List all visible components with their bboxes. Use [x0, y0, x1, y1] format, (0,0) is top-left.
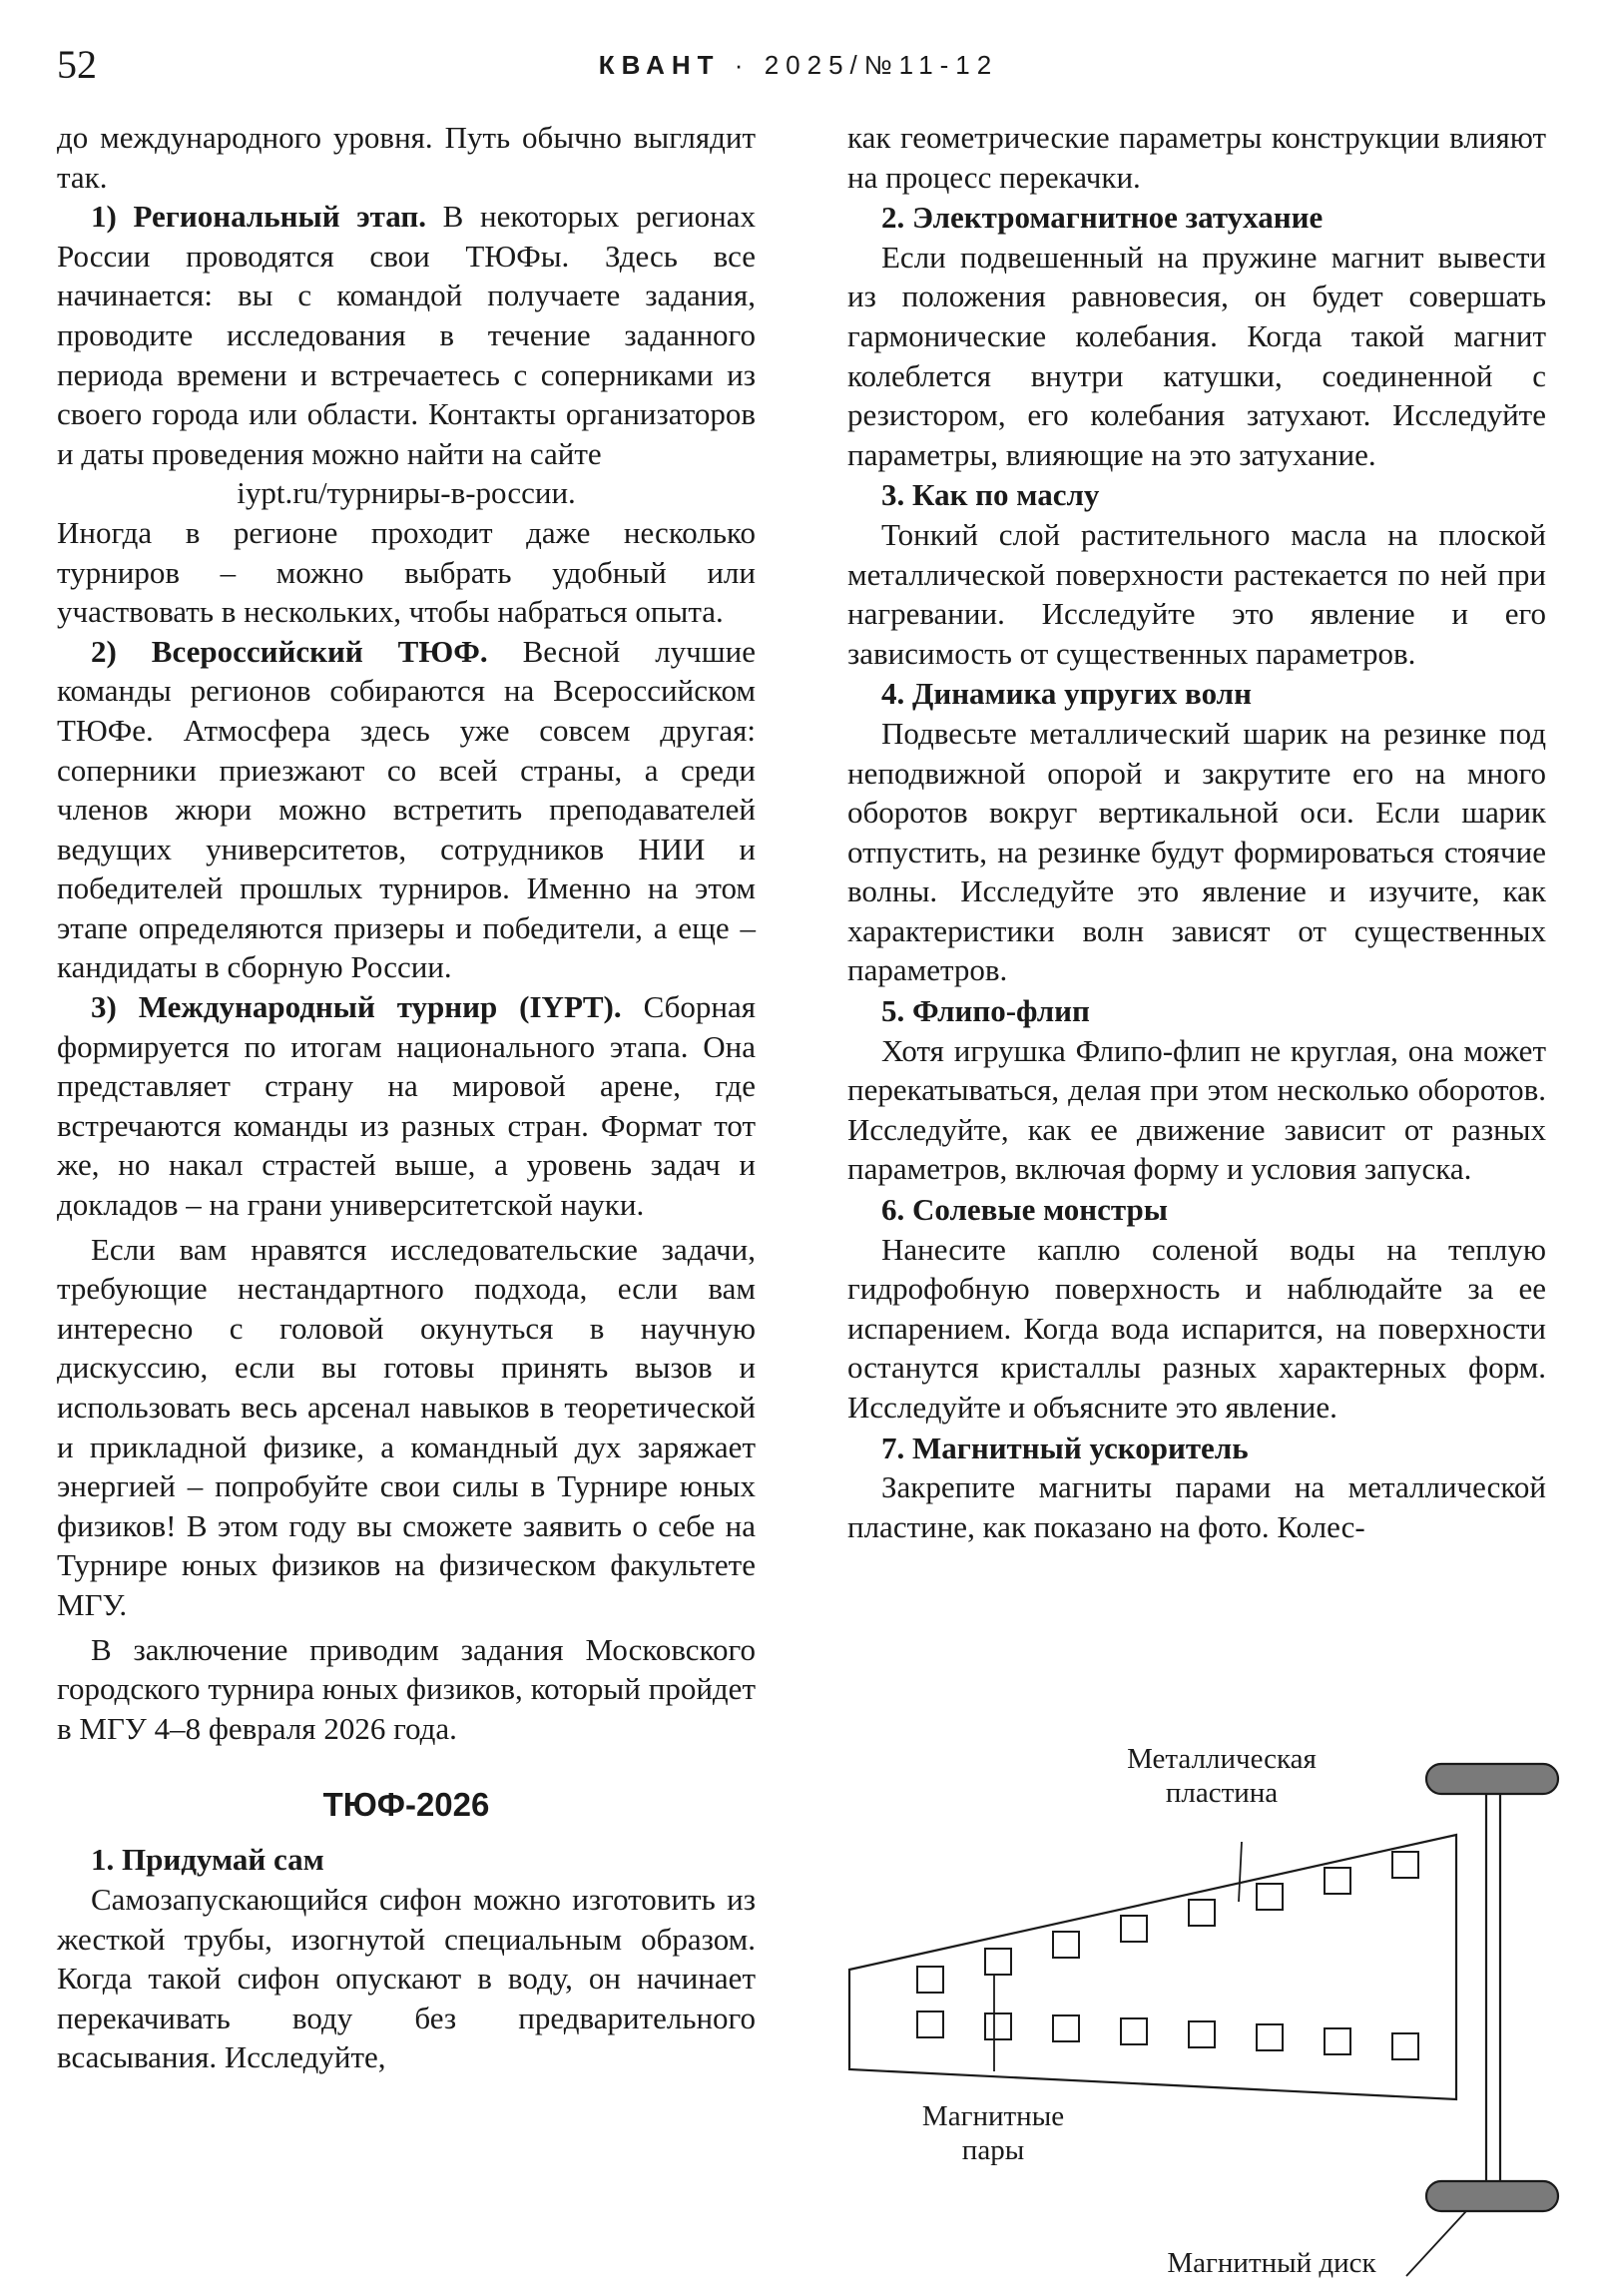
paragraph-after-url: Иногда в регионе проходит даже несколько турниров – можно выбрать удобный или участвовать в нескольких, чтобы набраться опыта.	[57, 514, 756, 630]
site-url: iypt.ru/турниры-в-россии.	[237, 475, 576, 511]
header-separator: ·	[734, 50, 751, 80]
paragraph-stage2	[57, 632, 756, 987]
stage2-title: 2) Всероссийский ТЮФ.	[91, 633, 488, 669]
paragraph-intro: до международного уровня. Путь обычно выглядит так.	[57, 120, 756, 195]
leader-disk	[1406, 2211, 1466, 2276]
magnetic-accelerator-figure	[847, 1742, 1566, 2286]
problem-text: Подвесьте металлический шарик на резинке под неподвижной опорой и закрутите его на много оборотов вокруг вертикальной оси. Если шарик отпустить, на резинке будут формироваться стоячие волны. Исследуйте это явление и изучите, как характеристики волн зависят от существенных параметров.	[847, 715, 1546, 988]
paragraph-invite: Если вам нравятся исследовательские задачи, требующие нестандартного подхода, если вам интересно с головой окунуться в научную дискуссию, если вы готовы принять вызов и использовать весь арсенал навыков в теоретической и прикладной физике, а командный дух заряжает энергией – попробуйте свои силы в Турнире юных физиков! В этом году вы сможете заявить о себе на Турнире юных физиков на физическом факультете МГУ.	[57, 1231, 756, 1622]
journal-title: КВАНТ	[598, 50, 721, 80]
problem-text-continued: как геометрические параметры конструкции влияют на процесс перекачки.	[847, 120, 1546, 195]
label-magnetic-pairs: Магнитные пары	[921, 2100, 1065, 2166]
problem-text: Нанесите каплю соленой воды на теплую гидрофобную поверхность и наблюдайте за ее испарением. Когда вода испарится, на поверхности останутся кристаллы разных характерных форм. Исследуйте и объясните это явление.	[847, 1231, 1546, 1425]
problem-text: Если подвешенный на пружине магнит вывести из положения равновесия, он будет совершать гармонические колебания. Когда такой магнит колеблется внутри катушки, соединенной с резистором, его колебания затухают. Исследуйте параметры, влияющие на это затухание.	[847, 239, 1546, 472]
stage3-title: 3) Международный турнир (IYPT).	[91, 989, 622, 1025]
problem-title: 6. Солевые монстры	[881, 1192, 1168, 1228]
magnetic-disk-bottom	[1426, 2181, 1558, 2211]
problem-text: Закрепите магниты парами на металлической пластине, как показано на фото. Колес-	[847, 1469, 1546, 1544]
stage1-text: В некоторых регионах России проводятся свои ТЮФы. Здесь все начинается: вы с командой получаете задания, проводите исследования в течение заданного периода времени и встречаетесь с соперниками из своего города или области. Контакты организаторов и даты проведения можно найти на сайте	[57, 199, 757, 471]
axle	[1486, 1782, 1500, 2191]
left-column	[57, 118, 756, 2077]
problem-title: 3. Как по маслу	[881, 477, 1100, 513]
label-metal-plate: Металлическая пластина	[1127, 1743, 1317, 1809]
problem-title: 5. Флипо-флип	[881, 993, 1090, 1029]
magnet-row-upper	[917, 1852, 1418, 1993]
section-title: ТЮФ-2026	[322, 1786, 490, 1824]
problem-text: Тонкий слой растительного масла на плоской металлической поверхности растекается по ней при нагревании. Исследуйте это явление и его зависимость от существенных параметров.	[847, 516, 1546, 671]
stage1-title: 1) Региональный этап.	[91, 199, 426, 235]
leader-plate	[1239, 1842, 1242, 1902]
right-column	[847, 118, 1546, 1546]
paragraph-conclusion: В заключение приводим задания Московского городского турнира юных физиков, который пройдет в МГУ 4–8 февраля 2026 года.	[57, 1631, 756, 1746]
stage2-text: Весной лучшие команды регионов собираются на Всероссийском ТЮФе. Атмосфера здесь уже совсем другая: соперники приезжают со всей страны, а среди членов жюри можно встретить преподавателей ведущих университетов, сотрудников НИИ и победителей прошлых турниров. Именно на этом этапе определяются призеры и победители, а еще – кандидаты в сборную России.	[57, 633, 756, 985]
figure-drawing	[847, 1742, 1566, 2286]
label-magnetic-disk: Магнитный диск	[1167, 2247, 1376, 2279]
magnetic-disk-top	[1426, 1764, 1558, 1794]
running-head	[0, 48, 1597, 82]
problem-title: 4. Динамика упругих волн	[881, 676, 1252, 712]
paragraph-stage1	[57, 197, 756, 473]
paragraph-stage3	[57, 987, 756, 1225]
problem-title: 7. Магнитный ускоритель	[881, 1430, 1249, 1465]
stage3-text: Сборная формируется по итогам национального этапа. Она представляет страну на мировой арене, где встречаются команды из разных стран. Формат тот же, но накал страстей выше, а уровень задач и докладов – на грани университетской науки.	[57, 989, 756, 1223]
problem-title: 1. Придумай сам	[91, 1842, 324, 1878]
page-number: 52	[57, 42, 97, 87]
issue-number: 2025/№11-12	[764, 50, 999, 80]
problem-title: 2. Электромагнитное затухание	[881, 200, 1324, 236]
magnet-row-lower	[917, 2011, 1418, 2059]
problem-text: Самозапускающийся сифон можно изготовить из жесткой трубы, изогнутой специальным образом. Когда такой сифон опускают в воду, он начинает перекачивать воду без предварительного всасывания. Исследуйте,	[57, 1881, 756, 2075]
problem-text: Хотя игрушка Флипо-флип не круглая, она может перекатываться, делая при этом несколько оборотов. Исследуйте, как ее движение зависит от разных параметров, включая форму и условия запуска.	[847, 1032, 1546, 1187]
